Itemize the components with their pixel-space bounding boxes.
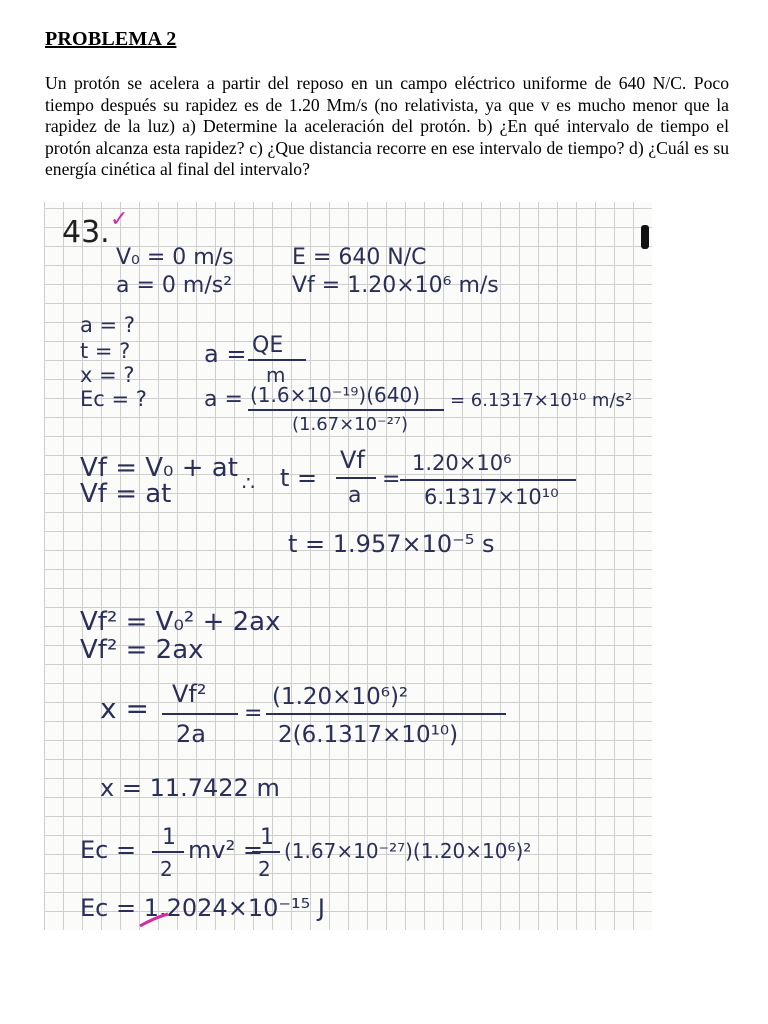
distance-eq2: Vf² = 2ax [80, 635, 204, 665]
accel-formula-lhs: a = [204, 340, 247, 368]
handwritten-solution-photo [44, 202, 652, 930]
time-frac-den: a [348, 483, 362, 508]
problem-title: PROBLEMA 2 [45, 28, 177, 50]
time-eq2: Vf = at [80, 479, 172, 509]
energy-frac1-den: 2 [160, 857, 173, 881]
accel-formula-den: m [266, 363, 286, 387]
energy-frac2-den: 2 [258, 857, 271, 881]
given-vf: Vf = 1.20×10⁶ m/s [292, 273, 499, 298]
time-lhs: t = [280, 464, 318, 492]
time-frac2-den: 6.1317×10¹⁰ [424, 485, 559, 509]
equals-sign: = [244, 701, 263, 726]
energy-mv: mv² = [188, 836, 263, 864]
check-mark-icon: ✓ [110, 207, 129, 232]
distance-lhs: x = [100, 692, 149, 725]
given-a0: a = 0 m/s² [116, 273, 233, 298]
time-result: t = 1.957×10⁻⁵ s [288, 530, 495, 558]
accel-calc-den: (1.67×10⁻²⁷) [292, 414, 409, 435]
accel-calc-lhs: a = [204, 387, 243, 412]
given-v0: V₀ = 0 m/s [116, 245, 234, 270]
energy-frac2-num: 1 [260, 825, 274, 850]
unknown-t: t = ? [80, 339, 131, 363]
distance-frac-num: Vf² [172, 680, 207, 708]
energy-result: Ec = 1.2024×10⁻¹⁵ J [80, 894, 325, 922]
distance-frac2-num: (1.20×10⁶)² [272, 684, 409, 710]
energy-values: (1.67×10⁻²⁷)(1.20×10⁶)² [284, 839, 532, 863]
time-eq1: Vf = V₀ + at [80, 453, 238, 483]
energy-frac1-num: 1 [162, 825, 176, 850]
accel-calc-num: (1.6×10⁻¹⁹)(640) [250, 383, 420, 407]
problem-statement: Un protón se acelera a partir del reposo en un campo eléctrico uniforme de 640 N/C. Poco tiempo después su rapidez es de 1.20 Mm/s (no relativista, ya que v es mucho menor que la rapidez de la luz) a) Determine la aceleración del protón. b) ¿En qué intervalo de tiempo el protón alcanza esta rapidez? c) ¿Que distancia recorre en ese intervalo de tiempo? d) ¿Cuál es su energía cinética al final del intervalo? [45, 73, 729, 179]
unknown-ec: Ec = ? [80, 387, 147, 411]
accel-formula-num: QE [252, 333, 284, 358]
unknown-x: x = ? [80, 363, 135, 387]
unknown-a: a = ? [80, 313, 135, 337]
therefore-symbol: ∴ [242, 471, 255, 495]
distance-frac2-den: 2(6.1317×10¹⁰) [278, 722, 459, 748]
distance-result: x = 11.7422 m [100, 774, 280, 802]
distance-frac-den: 2a [176, 720, 206, 748]
exercise-number: 43. [62, 215, 110, 250]
distance-eq1: Vf² = V₀² + 2ax [80, 607, 281, 637]
time-frac2-num: 1.20×10⁶ [412, 451, 512, 475]
time-frac-num: Vf [340, 446, 365, 474]
equals-sign: = [382, 467, 401, 492]
energy-lhs: Ec = [80, 836, 137, 864]
given-field: E = 640 N/C [292, 245, 427, 270]
handwritten-solution [44, 202, 652, 930]
accel-result: = 6.1317×10¹⁰ m/s² [450, 390, 633, 411]
scan-edge-mark [641, 225, 649, 249]
